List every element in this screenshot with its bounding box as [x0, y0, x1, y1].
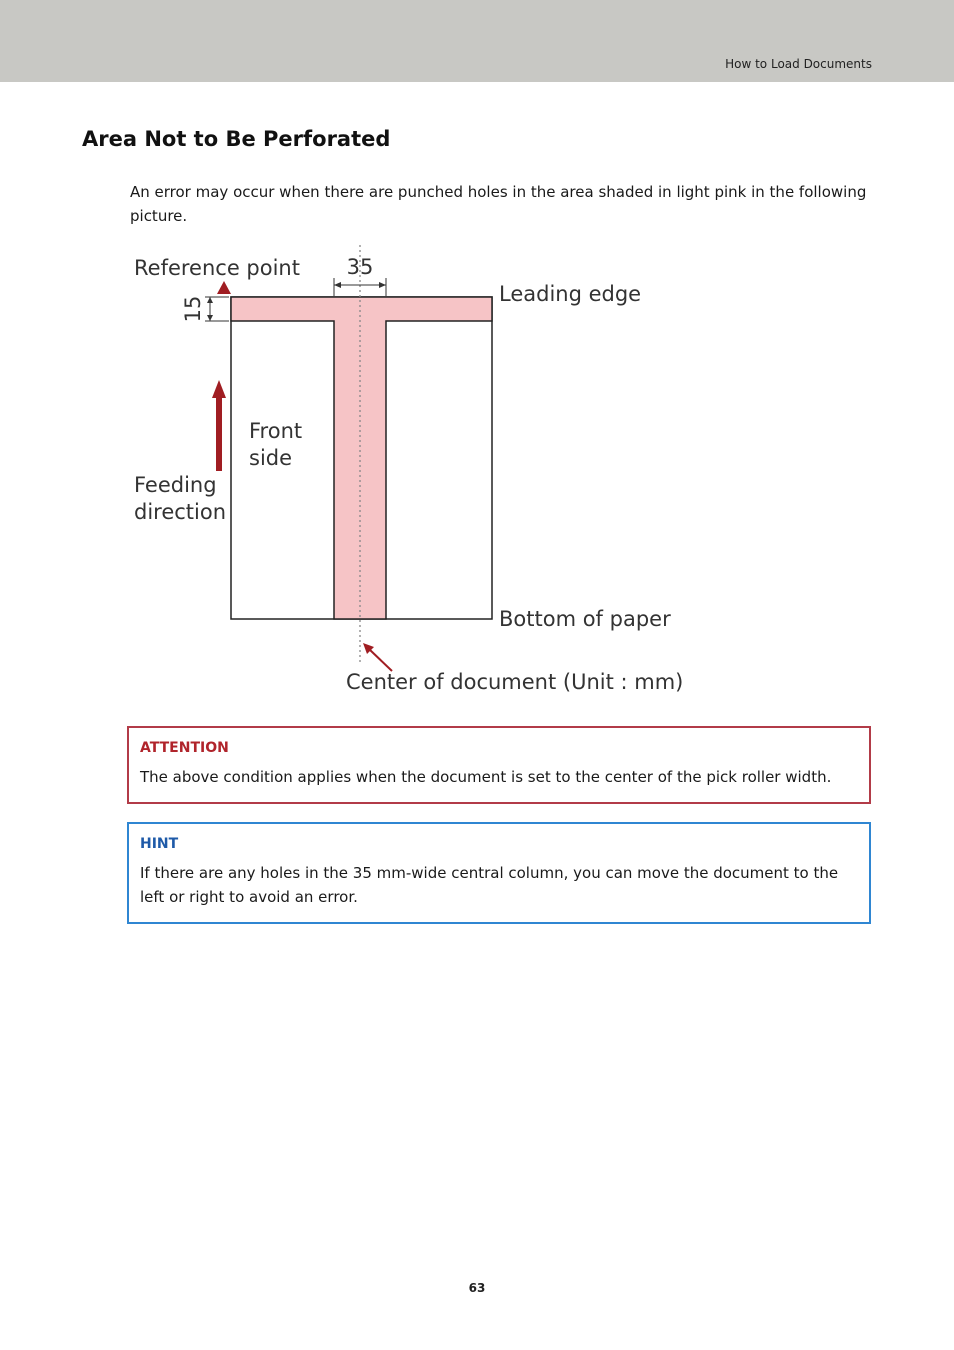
hint-box: [127, 822, 871, 924]
intro-paragraph: An error may occur when there are punched holes in the area shaded in light pink in the following picture.: [130, 183, 867, 225]
hint-text: If there are any holes in the 35 mm-wide central column, you can move the document to the left or right to avoid an error.: [140, 864, 839, 906]
height-dimension-label: 15: [181, 295, 205, 323]
height-dimension-arrow-bottom: [207, 315, 213, 321]
width-dimension-arrow-right: [379, 282, 386, 288]
leading-edge-label: Leading edge: [499, 282, 642, 306]
header-section-title: How to Load Documents: [725, 57, 872, 71]
reference-point-label: Reference point: [134, 256, 300, 280]
attention-text: The above condition applies when the document is set to the center of the pick roller width.: [140, 768, 832, 786]
feeding-direction-label-line1: Feeding: [134, 473, 217, 497]
front-side-label-line1: Front: [249, 419, 303, 443]
bottom-of-paper-label: Bottom of paper: [499, 607, 671, 631]
feeding-direction-label-line2: direction: [134, 500, 227, 524]
reference-point-marker: [217, 281, 231, 294]
width-dimension-label: 35: [346, 255, 374, 279]
hint-title: HINT: [140, 836, 179, 852]
front-side-label-line2: side: [249, 446, 293, 470]
feeding-direction-arrow-shaft: [216, 397, 222, 471]
feeding-direction-arrow-head: [212, 380, 226, 398]
attention-box: [127, 726, 871, 804]
page-number: 63: [468, 1281, 486, 1295]
width-dimension-arrow-left: [334, 282, 341, 288]
page-title: Area Not to Be Perforated: [82, 127, 391, 151]
attention-title: ATTENTION: [140, 740, 229, 756]
height-dimension-arrow-top: [207, 297, 213, 303]
center-pointer-line: [369, 649, 392, 671]
center-of-document-label: Center of document (Unit : mm): [346, 670, 684, 694]
